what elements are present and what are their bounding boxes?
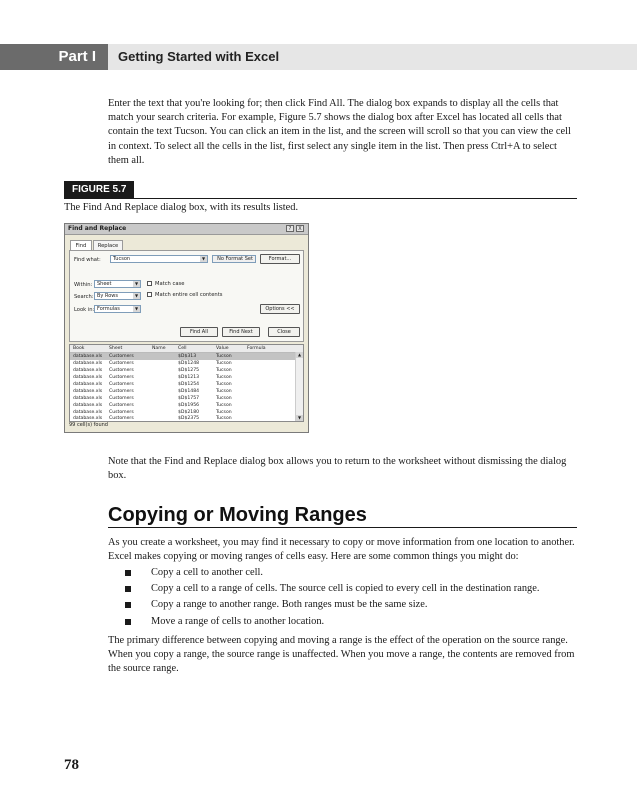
chevron-up-icon[interactable]: ▲	[297, 352, 302, 357]
close-icon[interactable]: X	[296, 225, 304, 232]
column-header[interactable]: Value	[216, 346, 229, 351]
cell-sheet: Customers	[109, 396, 134, 401]
chevron-down-icon[interactable]: ▼	[134, 281, 139, 286]
cell-address: $D$1484	[178, 389, 200, 394]
section-heading: Copying or Moving Ranges	[108, 504, 367, 526]
cell-book: database.xls	[73, 361, 103, 366]
within-label: Within:	[74, 282, 93, 288]
results-scrollbar[interactable]	[295, 352, 303, 421]
tab-replace[interactable]: Replace	[93, 240, 123, 250]
chevron-down-icon[interactable]: ▼	[134, 293, 139, 298]
table-row[interactable]	[70, 402, 297, 409]
table-row[interactable]	[70, 395, 297, 402]
cell-sheet: Customers	[109, 354, 134, 359]
cell-address: $D$1254	[178, 382, 200, 387]
figure-rule	[64, 198, 577, 199]
find-next-button[interactable]: Find Next	[222, 327, 260, 337]
cell-book: database.xls	[73, 368, 103, 373]
column-header[interactable]: Cell	[178, 346, 187, 351]
bullet-list	[124, 565, 574, 630]
cell-book: database.xls	[73, 375, 103, 380]
list-item-text: Move a range of cells to another location.	[151, 615, 325, 627]
cell-sheet: Customers	[109, 410, 134, 415]
cell-book: database.xls	[73, 382, 103, 387]
match-case-checkbox[interactable]	[147, 281, 152, 286]
look-in-select[interactable]	[94, 305, 141, 313]
note-paragraph: Note that the Find and Replace dialog box allows you to return to the worksheet without dismissing the dialog box.	[108, 456, 567, 482]
cell-value: Tucson	[216, 361, 232, 366]
list-item-text: Copy a cell to a range of cells. The source cell is copied to every cell in the destination range.	[151, 583, 540, 595]
dialog-title: Find and Replace	[68, 225, 127, 232]
table-row[interactable]	[70, 353, 297, 360]
section-rule	[108, 527, 577, 528]
find-what-label: Find what:	[74, 257, 101, 263]
cell-value: Tucson	[216, 354, 232, 359]
table-row[interactable]	[70, 415, 297, 422]
cell-book: database.xls	[73, 396, 103, 401]
list-item	[124, 614, 574, 630]
find-panel	[69, 250, 304, 342]
column-header[interactable]: Sheet	[109, 346, 123, 351]
find-replace-dialog	[64, 223, 309, 433]
cell-address: $D$2180	[178, 410, 200, 415]
table-row[interactable]	[70, 367, 297, 374]
running-header	[0, 44, 637, 70]
list-item	[124, 597, 574, 613]
match-case-label: Match case	[155, 281, 185, 287]
list-item	[124, 581, 574, 597]
find-what-value: Tucson	[113, 256, 131, 262]
find-all-button[interactable]: Find All	[180, 327, 218, 337]
cell-book: database.xls	[73, 354, 103, 359]
figure-caption: The Find And Replace dialog box, with its results listed.	[64, 202, 299, 213]
cell-sheet: Customers	[109, 368, 134, 373]
within-select[interactable]	[94, 280, 141, 288]
cell-value: Tucson	[216, 403, 232, 408]
cell-book: database.xls	[73, 389, 103, 394]
search-label: Search:	[74, 294, 94, 300]
column-header[interactable]: Formula	[247, 346, 266, 351]
chevron-down-icon[interactable]: ▼	[297, 415, 302, 420]
search-value: By Rows	[97, 293, 118, 299]
table-row[interactable]	[70, 381, 297, 388]
section-intro-paragraph: As you create a worksheet, you may find it necessary to copy or move information from one location to another. Excel makes copying or moving ranges of cells easy. Here are some common things you might do:	[108, 537, 575, 563]
cell-sheet: Customers	[109, 403, 134, 408]
cell-sheet: Customers	[109, 361, 134, 366]
match-entire-label: Match entire cell contents	[155, 292, 223, 298]
cell-address: $D$313	[178, 354, 197, 359]
intro-paragraph: Enter the text that you're looking for; then click Find All. The dialog box expands to display all the cells that match your search criteria. For example, Figure 5.7 shows the dialog box after Excel has located all cells that contain the text Tucson. You can click an item in the list, and the screen will scroll so that you can view the cell in context. To select all the cells in the list, first select any single item in the list. Then press Ctrl+A to select them all.	[108, 98, 571, 166]
cell-book: database.xls	[73, 403, 103, 408]
page-number: 78	[64, 757, 79, 773]
find-what-input[interactable]	[110, 255, 208, 263]
bullet-icon	[125, 570, 131, 576]
bullet-icon	[125, 602, 131, 608]
close-button[interactable]: Close	[268, 327, 300, 337]
within-value: Sheet	[97, 281, 112, 287]
cell-book: database.xls	[73, 416, 103, 421]
cell-book: database.xls	[73, 410, 103, 415]
column-header[interactable]: Name	[152, 346, 166, 351]
figure-label: FIGURE 5.7	[64, 181, 134, 198]
cell-address: $D$1757	[178, 396, 200, 401]
list-item	[124, 565, 574, 581]
options-button[interactable]: Options <<	[260, 304, 300, 314]
cell-value: Tucson	[216, 382, 232, 387]
cell-address: $D$2375	[178, 416, 200, 421]
cell-value: Tucson	[216, 389, 232, 394]
bullet-icon	[125, 619, 131, 625]
results-header	[70, 345, 303, 353]
results-list[interactable]	[69, 344, 304, 422]
table-row[interactable]	[70, 374, 297, 381]
format-button[interactable]: Format...	[260, 254, 300, 264]
list-item-text: Copy a range to another range. Both ranges must be the same size.	[151, 599, 428, 611]
column-header[interactable]: Book	[73, 346, 85, 351]
cell-sheet: Customers	[109, 382, 134, 387]
cell-value: Tucson	[216, 410, 232, 415]
cell-sheet: Customers	[109, 375, 134, 380]
list-item-text: Copy a cell to another cell.	[151, 567, 263, 578]
chapter-title: Getting Started with Excel	[118, 49, 280, 64]
look-in-value: Formulas	[97, 306, 120, 312]
bullet-icon	[125, 586, 131, 592]
table-row[interactable]	[70, 360, 297, 367]
cell-value: Tucson	[216, 416, 232, 421]
search-select[interactable]	[94, 292, 141, 300]
dialog-titlebar	[65, 224, 308, 235]
cell-sheet: Customers	[109, 416, 134, 421]
cell-value: Tucson	[216, 368, 232, 373]
help-button[interactable]: ?	[286, 225, 294, 232]
format-status: No Format Set	[212, 255, 256, 263]
chevron-down-icon[interactable]: ▼	[201, 256, 206, 261]
status-text: 99 cell(s) found	[69, 422, 108, 428]
match-entire-checkbox[interactable]	[147, 292, 152, 297]
look-in-label: Look in:	[74, 307, 95, 313]
table-row[interactable]	[70, 388, 297, 395]
cell-address: $D$1956	[178, 403, 200, 408]
cell-value: Tucson	[216, 396, 232, 401]
cell-value: Tucson	[216, 375, 232, 380]
chevron-down-icon[interactable]: ▼	[134, 306, 139, 311]
tab-find[interactable]: Find	[70, 240, 92, 250]
cell-address: $D$1248	[178, 361, 200, 366]
cell-address: $D$1275	[178, 368, 200, 373]
part-label: Part I	[0, 44, 108, 70]
difference-paragraph: The primary difference between copying and moving a range is the effect of the operation on the source range. When you copy a range, the source range is unaffected. When you move a range, the contents are removed from the source range.	[108, 635, 575, 675]
cell-sheet: Customers	[109, 389, 134, 394]
cell-address: $D$1213	[178, 375, 200, 380]
